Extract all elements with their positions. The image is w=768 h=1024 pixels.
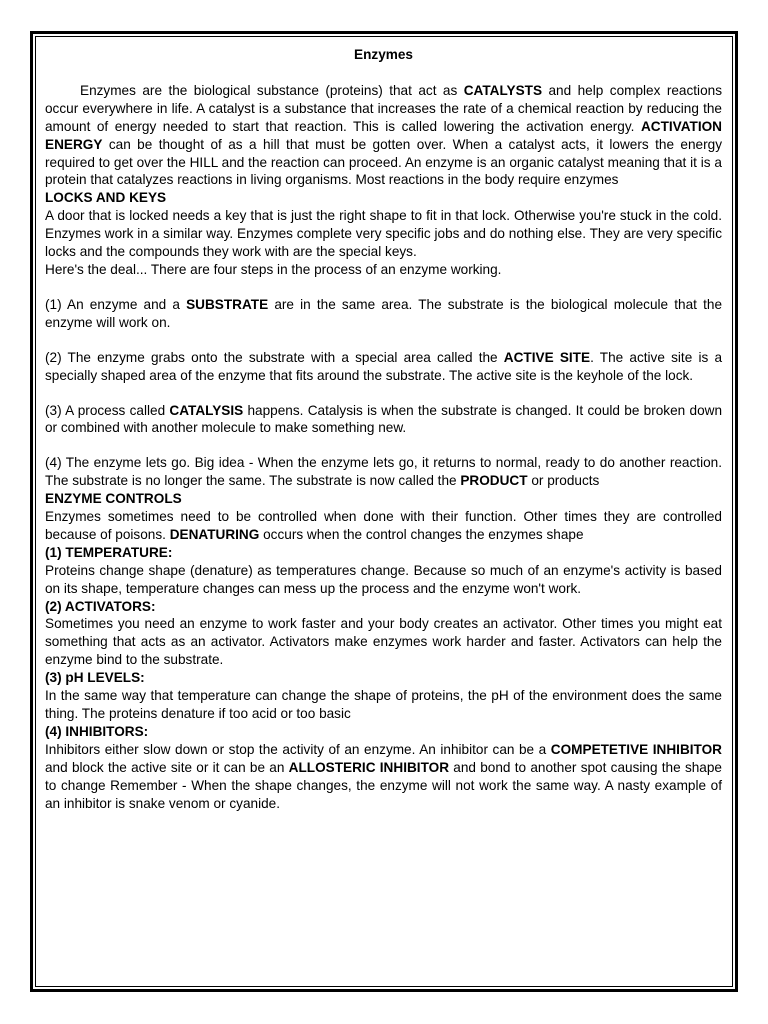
controls-text-2: occurs when the control changes the enzymes shape [259, 526, 584, 542]
term-allosteric-inhibitor: ALLOSTERIC INHIBITOR [288, 759, 450, 775]
step-4-text-1: (4) The enzyme lets go. Big idea - When the enzyme lets go, it returns to normal, ready to do another reaction. The substrate is no longer the same. The substrate is now called the [45, 455, 722, 489]
term-catalysts: CATALYSTS [463, 82, 543, 98]
step-2-text-2: . The active site is a specially shaped area of the enzyme that fits around the substrate. The active site is the keyhole of the lock. [45, 349, 723, 383]
intro-text-2: and help complex reactions occur everywhere in life. A catalyst is a substance that increases the rate of a chemical reaction by reducing the amount of energy needed to start that reaction. This is called lowering the activation energy. [45, 82, 722, 134]
term-competetive-inhibitor: COMPETETIVE INHIBITOR [550, 741, 722, 757]
ph-heading: (3) pH LEVELS: [45, 670, 145, 686]
intro-text-1: Enzymes are the biological substance (proteins) that act as [80, 82, 464, 98]
intro-text-3: can be thought of as a hill that must be gotten over. When a catalyst acts, it lowers the energy required to get over the HILL and the reaction can proceed. An enzyme is an organic catalyst meaning that it is a protein that catalyzes reactions in living organisms. Most reactions in the body require enzymes [45, 136, 722, 188]
step-4 [45, 454, 722, 490]
activators-heading: (2) ACTIVATORS: [45, 598, 156, 614]
term-product: PRODUCT [460, 473, 528, 489]
step-2 [45, 349, 722, 385]
document-body [45, 46, 722, 812]
step-1-text-2: are in the same area. The substrate is the biological molecule that the enzyme will work on. [45, 296, 723, 330]
inhibitors-text-2: and block the active site or it can be an [45, 759, 289, 775]
term-denaturing: DENATURING [169, 526, 260, 542]
step-1 [45, 296, 722, 332]
step-4-text-2: or products [527, 473, 600, 489]
step-1-text-1: (1) An enzyme and a [45, 296, 187, 312]
step-3 [45, 402, 722, 438]
temperature-heading: (1) TEMPERATURE: [45, 544, 173, 560]
term-activation-energy: ACTIVATION ENERGY [45, 118, 722, 152]
step-3-text-2: happens. Catalysis is when the substrate is changed. It could be broken down or combined with another molecule to make something new. [45, 402, 723, 436]
locks-steps-intro: Here's the deal... There are four steps in the process of an enzyme working. [45, 261, 502, 277]
temperature-paragraph: Proteins change shape (denature) as temperatures change. Because so much of an enzyme's activity is based on its shape, temperature changes can mess up the process and the enzyme won't work. [45, 562, 722, 596]
inhibitors-paragraph [45, 741, 722, 813]
controls-paragraph [45, 508, 722, 544]
controls-text-1: Enzymes sometimes need to be controlled when done with their function. Other times they are controlled because of poisons. [45, 509, 722, 542]
activators-paragraph: Sometimes you need an enzyme to work faster and your body creates an activator. Other times you might eat something that acts as an activator. Activators make enzymes work harder and faster. Activators can help the enzyme bind to the substrate. [45, 616, 722, 668]
step-3-text-1: (3) A process called [45, 402, 170, 418]
step-2-text-1: (2) The enzyme grabs onto the substrate with a special area called the [45, 349, 504, 365]
inhibitors-heading: (4) INHIBITORS: [45, 723, 149, 739]
ph-paragraph: In the same way that temperature can change the shape of proteins, the pH of the environment does the same thing. The proteins denature if too acid or too basic [45, 688, 722, 721]
locks-paragraph: A door that is locked needs a key that is just the right shape to fit in that lock. Otherwise you're stuck in the cold. Enzymes work in a similar way. Enzymes complete very specific jobs and do nothing else. They are very specific locks and the compounds they work with are the special keys. [45, 208, 722, 260]
term-substrate: SUBSTRATE [186, 296, 269, 312]
locks-heading: LOCKS AND KEYS [45, 190, 167, 206]
intro-paragraph [45, 82, 722, 189]
document-title: Enzymes [354, 47, 413, 62]
term-active-site: ACTIVE SITE [503, 349, 591, 365]
inhibitors-text-1: Inhibitors either slow down or stop the activity of an enzyme. An inhibitor can be a [45, 741, 551, 757]
inhibitors-text-3: and bond to another spot causing the shape to change Remember - When the shape changes, the enzyme will not work the same way. A nasty example of an inhibitor is snake venom or cyanide. [45, 759, 722, 811]
controls-heading: ENZYME CONTROLS [45, 491, 182, 507]
term-catalysis: CATALYSIS [169, 402, 244, 418]
